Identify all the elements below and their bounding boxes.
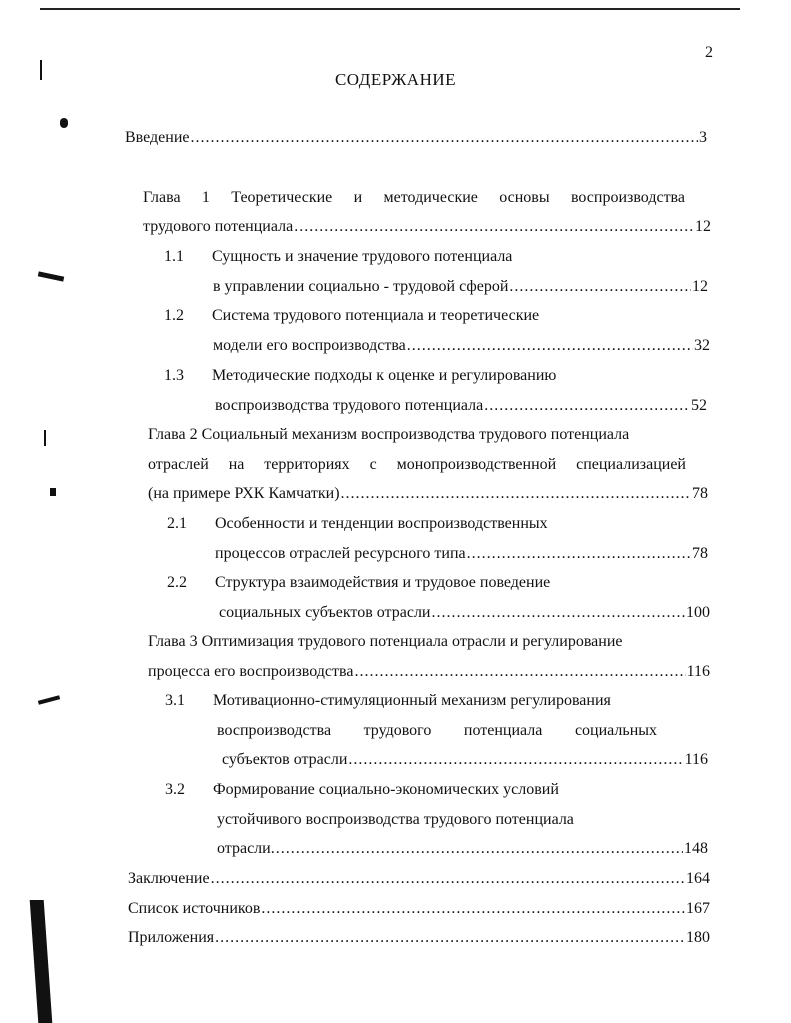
section-2-2-title[interactable] (167, 573, 550, 593)
toc-entry-text: (на примере РХК Камчатки) (148, 485, 340, 502)
section-number: 1.3 (164, 367, 184, 384)
section-title-line: Особенности и тенденции воспроизводственных (215, 515, 548, 532)
scan-mark (38, 271, 64, 281)
page-number: 2 (705, 44, 713, 61)
section-1-2-title[interactable] (164, 306, 539, 326)
toc-entry-text: в управлении социально - трудовой сферой (213, 278, 509, 295)
section-number: 3.1 (165, 692, 185, 709)
toc-entry-text: Список источников (128, 900, 261, 917)
toc-page-number: 3 (699, 129, 707, 146)
dot-leader (211, 869, 685, 889)
dot-leader (341, 484, 691, 504)
scan-mark (30, 900, 53, 1023)
toc-entry-text: Заключение (128, 870, 210, 887)
scan-mark (60, 118, 68, 128)
toc-page-number: 12 (695, 218, 711, 235)
dot-leader (261, 899, 685, 919)
toc-entry-text: Введение (125, 129, 190, 146)
dot-leader (407, 336, 693, 356)
toc-entry-text: процессов отраслей ресурсного типа (215, 545, 466, 562)
toc-entry-text: воспроизводства трудового потенциала (215, 397, 484, 414)
toc-entry-text: субъектов отрасли (222, 751, 348, 768)
section-3-1-title[interactable] (165, 691, 611, 711)
section-number: 1.1 (164, 248, 184, 265)
section-number: 3.2 (165, 781, 185, 798)
scan-mark (50, 488, 56, 496)
section-title-line: Мотивационно-стимуляционный механизм регулирования (213, 692, 611, 709)
dot-leader (348, 750, 683, 770)
section-title-line: Методические подходы к оценке и регулированию (212, 367, 557, 384)
chapter-2-title-line2[interactable]: отраслей на территориях с монопроизводственной специализацией (148, 456, 686, 473)
section-1-1-title[interactable] (164, 247, 512, 267)
chapter-2-entry[interactable] (148, 484, 708, 504)
section-2-2-entry[interactable] (219, 603, 710, 623)
chapter-3-entry[interactable] (148, 662, 710, 682)
dot-leader (276, 839, 683, 859)
section-2-1-title[interactable] (167, 514, 548, 534)
scan-top-edge (40, 8, 740, 10)
toc-page-number: 12 (692, 278, 708, 295)
toc-page-number: 180 (686, 929, 710, 946)
dot-leader (215, 928, 685, 948)
scan-mark (38, 695, 60, 705)
toc-page-number: 78 (692, 485, 708, 502)
toc-entry-intro[interactable] (125, 128, 707, 148)
chapter-1-entry[interactable] (143, 217, 711, 237)
section-1-2-entry[interactable] (213, 336, 710, 356)
toc-entry-text: трудового потенциала (143, 218, 294, 235)
dot-leader (354, 662, 685, 682)
section-3-1-title-line2[interactable]: воспроизводства трудового потенциала социальных (217, 722, 657, 739)
toc-page-number: 100 (686, 604, 710, 621)
chapter-1-title[interactable]: Глава 1 Теоретические и методические основы воспроизводства (143, 189, 685, 206)
toc-page-number: 32 (694, 337, 710, 354)
section-number: 2.2 (167, 574, 187, 591)
section-3-2-title-line2[interactable]: устойчивого воспроизводства трудового потенциала (217, 811, 574, 828)
chapter-3-title[interactable]: Глава 3 Оптимизация трудового потенциала отрасли и регулирование (148, 633, 623, 650)
toc-page-number: 116 (684, 751, 708, 768)
dot-leader (431, 603, 685, 623)
page-title: СОДЕРЖАНИЕ (334, 70, 457, 89)
dot-leader (467, 544, 691, 564)
section-1-3-entry[interactable] (215, 396, 707, 416)
scan-mark (44, 430, 46, 446)
toc-entry-text: социальных субъектов отрасли (219, 604, 431, 621)
toc-entry-appendix[interactable] (128, 928, 710, 948)
toc-page-number: 52 (691, 397, 707, 414)
section-title-line: Сущность и значение трудового потенциала (212, 248, 513, 265)
dot-leader (191, 128, 699, 148)
toc-entry-text: процесса его воспроизводства (148, 663, 354, 680)
chapter-2-title[interactable]: Глава 2 Социальный механизм воспроизводства трудового потенциала (148, 426, 630, 443)
section-3-1-entry[interactable] (222, 750, 708, 770)
toc-page-number: 167 (686, 900, 710, 917)
dot-leader (484, 396, 690, 416)
section-title-line: Система трудового потенциала и теоретические (212, 307, 540, 324)
section-3-2-entry[interactable] (217, 839, 708, 859)
dot-leader (294, 217, 694, 237)
toc-page-number: 148 (684, 840, 708, 857)
section-number: 2.1 (167, 515, 187, 532)
section-number: 1.2 (164, 307, 184, 324)
toc-entry-conclusion[interactable] (128, 869, 710, 889)
toc-entry-text: отрасли. (217, 840, 275, 857)
section-2-1-entry[interactable] (215, 544, 708, 564)
toc-entry-text: модели его воспроизводства (213, 337, 406, 354)
section-1-3-title[interactable] (164, 366, 556, 386)
toc-page-number: 116 (686, 663, 710, 680)
toc-page-number: 78 (692, 545, 708, 562)
section-title-line: Формирование социально-экономических условий (213, 781, 559, 798)
section-title-line: Структура взаимодействия и трудовое поведение (215, 574, 551, 591)
toc-entry-sources[interactable] (128, 899, 710, 919)
toc-entry-text: Приложения (128, 929, 215, 946)
section-3-2-title[interactable] (165, 780, 559, 800)
dot-leader (509, 277, 691, 297)
section-1-1-entry[interactable] (213, 277, 708, 297)
toc-page-number: 164 (686, 870, 710, 887)
